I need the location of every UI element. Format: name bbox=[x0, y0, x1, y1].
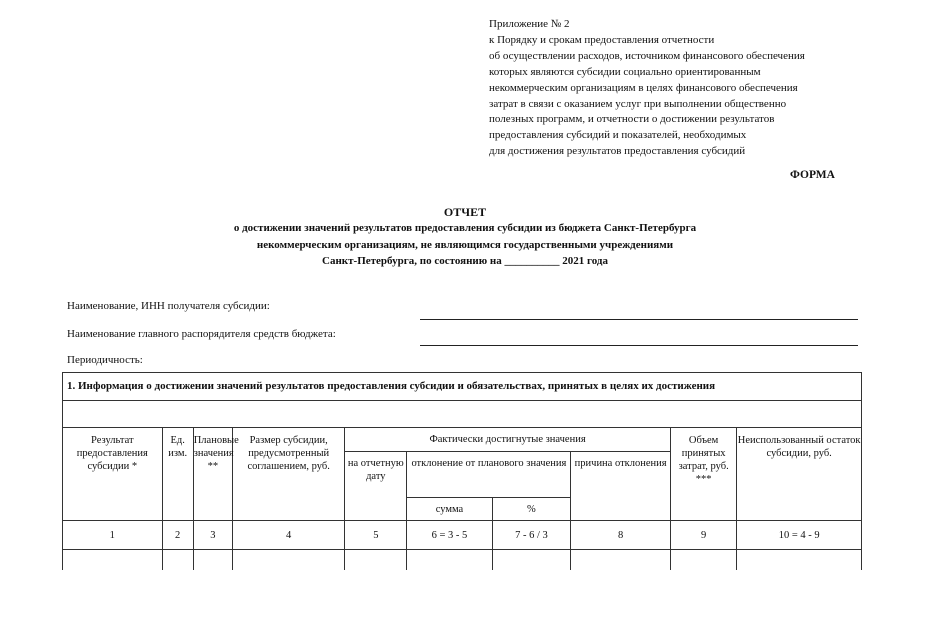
header-sum: сумма bbox=[407, 498, 492, 521]
periodicity-label: Периодичность: bbox=[67, 354, 143, 366]
report-title: ОТЧЕТ bbox=[443, 205, 487, 219]
header-subsidy-size: Размер субсидии, предусмотренный соглашением, руб. bbox=[233, 428, 345, 521]
table-cell[interactable] bbox=[492, 550, 571, 571]
column-number: 3 bbox=[193, 521, 232, 550]
column-number: 5 bbox=[345, 521, 407, 550]
column-number: 2 bbox=[162, 521, 193, 550]
table-cell[interactable] bbox=[345, 550, 407, 571]
column-number: 8 bbox=[571, 521, 671, 550]
subtitle-line: о достижении значений результатов предоставления субсидии из бюджета Санкт-Петербурга bbox=[233, 222, 697, 234]
appendix-line: некоммерческим организациям в целях финансового обеспечения bbox=[489, 81, 798, 94]
header-percent: % bbox=[492, 498, 571, 521]
column-number: 7 - 6 / 3 bbox=[492, 521, 571, 550]
table-cell[interactable] bbox=[571, 550, 671, 571]
section-title: 1. Информация о достижении значений результатов предоставления субсидии и обязательствах, принятых в целях их достижения bbox=[63, 373, 862, 401]
header-result: Результат предоставления субсидии * bbox=[63, 428, 163, 521]
table-cell[interactable] bbox=[407, 550, 492, 571]
manager-fill-line[interactable] bbox=[420, 345, 858, 346]
header-on-date: на отчетную дату bbox=[345, 452, 407, 521]
appendix-line: затрат в связи с оказанием услуг при выполнении общественно bbox=[489, 97, 787, 110]
column-number: 1 bbox=[63, 521, 163, 550]
empty-row bbox=[63, 401, 862, 428]
manager-label: Наименование главного распорядителя средств бюджета: bbox=[67, 328, 336, 340]
header-deviation: отклонение от планового значения bbox=[407, 452, 571, 498]
table-cell[interactable] bbox=[162, 550, 193, 571]
table-cell[interactable] bbox=[233, 550, 345, 571]
table-cell[interactable] bbox=[193, 550, 232, 571]
table-cell[interactable] bbox=[63, 550, 163, 571]
subtitle-line: некоммерческим организациям, не являющимся государственными учреждениями bbox=[256, 238, 674, 251]
table-cell[interactable] bbox=[670, 550, 736, 571]
header-unit: Ед. изм. bbox=[162, 428, 193, 521]
header-reason: причина отклонения bbox=[571, 452, 671, 521]
column-number: 6 = 3 - 5 bbox=[407, 521, 492, 550]
header-actual: Фактически достигнутые значения bbox=[345, 428, 671, 452]
recipient-label: Наименование, ИНН получателя субсидии: bbox=[67, 300, 270, 312]
header-unused-balance: Неиспользованный остаток субсидии, руб. bbox=[737, 428, 862, 521]
table-cell[interactable] bbox=[737, 550, 862, 571]
form-label: ФОРМА bbox=[790, 169, 835, 181]
appendix-line: предоставления субсидий и показателей, необходимых bbox=[489, 129, 747, 142]
appendix-line: которых являются субсидии социально ориентированным bbox=[489, 65, 761, 78]
appendix-block bbox=[489, 17, 889, 160]
header-accepted-costs: Объем принятых затрат, руб. *** bbox=[670, 428, 736, 521]
subtitle-line: Санкт-Петербурга, по состоянию на __________ 2021 года bbox=[322, 255, 608, 267]
header-planned: Плановые значения ** bbox=[193, 428, 232, 521]
column-number: 9 bbox=[670, 521, 736, 550]
report-table bbox=[62, 372, 862, 570]
column-number: 10 = 4 - 9 bbox=[737, 521, 862, 550]
report-subtitle bbox=[0, 220, 930, 270]
appendix-line: для достижения результатов предоставления субсидий bbox=[489, 145, 746, 158]
column-number: 4 bbox=[233, 521, 345, 550]
recipient-fill-line[interactable] bbox=[420, 319, 858, 320]
appendix-line: полезных программ, и отчетности о достижении результатов bbox=[489, 113, 775, 126]
appendix-line: Приложение № 2 bbox=[489, 18, 570, 30]
appendix-line: об осуществлении расходов, источником финансового обеспечения bbox=[489, 49, 805, 62]
appendix-line: к Порядку и срокам предоставления отчетности bbox=[489, 33, 715, 46]
